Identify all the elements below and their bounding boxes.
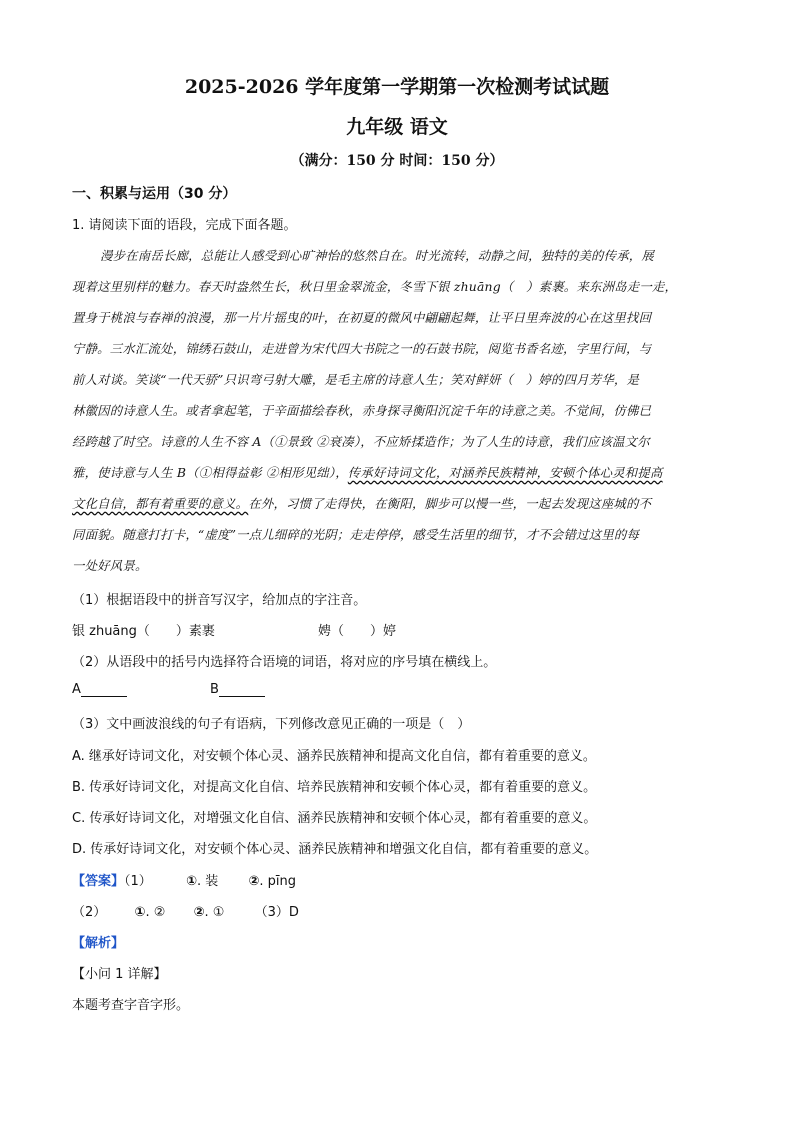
answer-prefix: （1） <box>124 874 152 889</box>
answer-prefix: （2） <box>72 905 107 920</box>
passage-line-text: 雅，使诗意与人生 B（①相得益彰 ②相形见绌）， <box>72 465 348 480</box>
passage-line <box>72 494 651 512</box>
q2-b-label: B <box>210 682 219 697</box>
section-heading: 一、积累与运用（30 分） <box>72 186 237 202</box>
circle-number: ② <box>193 905 205 920</box>
wavy-sentence-part1: 传承好诗词文化，对涵养民族精神，安顿个体心灵和提高 <box>347 465 663 480</box>
q1-blank-a: 银 zhuāng（ ）素裹 <box>72 624 215 639</box>
answer-value: （3）D <box>254 905 299 920</box>
passage-line: 经跨越了时空。诗意的人生不容 A（①景致 ②衰凑），不应矫揉造作；为了人生的诗意，我们应该温文尔 <box>72 434 650 449</box>
answer-value: . ② <box>145 905 166 920</box>
answer-blank-a[interactable] <box>81 684 127 697</box>
analysis-subheading: 【小问 1 详解】 <box>72 967 167 982</box>
exam-title: 2025-2026 学年度第一学期第一次检测考试试题 <box>184 76 610 98</box>
passage-line: 漫步在南岳长廊，总能让人感受到心旷神怡的悠然自在。时光流转，动静之间，独特的美的传承，展 <box>100 248 654 263</box>
exam-subtitle: 九年级 语文 <box>346 116 448 138</box>
passage-line: 同面貌。随意打打卡，“虚度”一点儿细碎的光阴；走走停停，感受生活里的细节，才不会错过这里的每 <box>72 527 640 542</box>
passage-line: 现着这里别样的魅力。春天时盎然生长，秋日里金翠流金，冬雪下银 zhuāng（ ）素裹。来东洲岛走一走， <box>72 279 678 294</box>
exam-meta: （满分：150 分 时间：150 分） <box>290 153 504 169</box>
answer-value: . 装 <box>196 874 219 889</box>
question-1: （1）根据语段中的拼音写汉字，给加点的字注音。 <box>72 593 367 608</box>
circle-number: ① <box>185 874 197 889</box>
q2-blank-b <box>210 682 265 697</box>
q2-a-label: A <box>72 682 81 697</box>
analysis-label-text: 【解析】 <box>72 936 125 951</box>
option-d: D. 传承好诗词文化，对安顿个体心灵、涵养民族精神和增强文化自信，都有着重要的意义。 <box>72 842 598 857</box>
passage-line <box>72 463 663 481</box>
answer-value: . ① <box>204 905 225 920</box>
analysis-label <box>72 932 124 951</box>
passage-line-text: 在外，习惯了走得快，在衡阳，脚步可以慢一些，一起去发现这座城的不 <box>248 496 652 511</box>
option-b: B. 传承好诗词文化，对提高文化自信、培养民族精神和安顿个体心灵，都有着重要的意义。 <box>72 780 597 795</box>
answer-line-1 <box>72 870 296 889</box>
q2-blank-a <box>72 682 127 697</box>
passage-line: 宁静。三水汇流处，锦绣石鼓山，走进曾为宋代四大书院之一的石鼓书院，阅览书香名迹，字里行间，与 <box>72 341 652 356</box>
passage-line: 一处好风景。 <box>72 558 148 573</box>
answer-value: . pīng <box>259 874 296 889</box>
answer-blank-b[interactable] <box>219 684 265 697</box>
passage-line: 林徽因的诗意人生。或者拿起笔，于辛面描绘春秋，赤身探寻衡阳沉淀千年的诗意之美。不觉间，仿佛已 <box>72 403 652 418</box>
option-c: C. 传承好诗词文化，对增强文化自信、涵养民族精神和安顿个体心灵，都有着重要的意义。 <box>72 811 597 826</box>
question-3: （3）文中画波浪线的句子有语病，下列修改意见正确的一项是（ ） <box>72 717 471 732</box>
question-2: （2）从语段中的括号内选择符合语境的词语，将对应的序号填在横线上。 <box>72 655 497 670</box>
q1-blank-b: 娉（ ）婷 <box>318 624 397 639</box>
answer-label: 【答案】 <box>72 874 125 889</box>
passage-line: 置身于桃浪与春禅的浪漫，那一片片摇曳的叶，在初夏的微风中翩翩起舞，让平日里奔波的心在这里找回 <box>72 310 652 325</box>
circle-number: ② <box>248 874 260 889</box>
answer-line-2 <box>72 901 299 920</box>
option-a: A. 继承好诗词文化，对安顿个体心灵、涵养民族精神和提高文化自信，都有着重要的意义。 <box>72 749 596 764</box>
wavy-sentence-part2: 文化自信，都有着重要的意义。 <box>72 496 249 511</box>
circle-number: ① <box>134 905 146 920</box>
passage-line: 前人对谈。笑谈“一代天骄”只识弯弓射大雕，是毛主席的诗意人生；笑对鲜妍（ ）婷的四月芳华，是 <box>72 372 640 387</box>
question-intro: 1. 请阅读下面的语段，完成下面各题。 <box>72 218 297 233</box>
analysis-text: 本题考查字音字形。 <box>72 998 190 1013</box>
